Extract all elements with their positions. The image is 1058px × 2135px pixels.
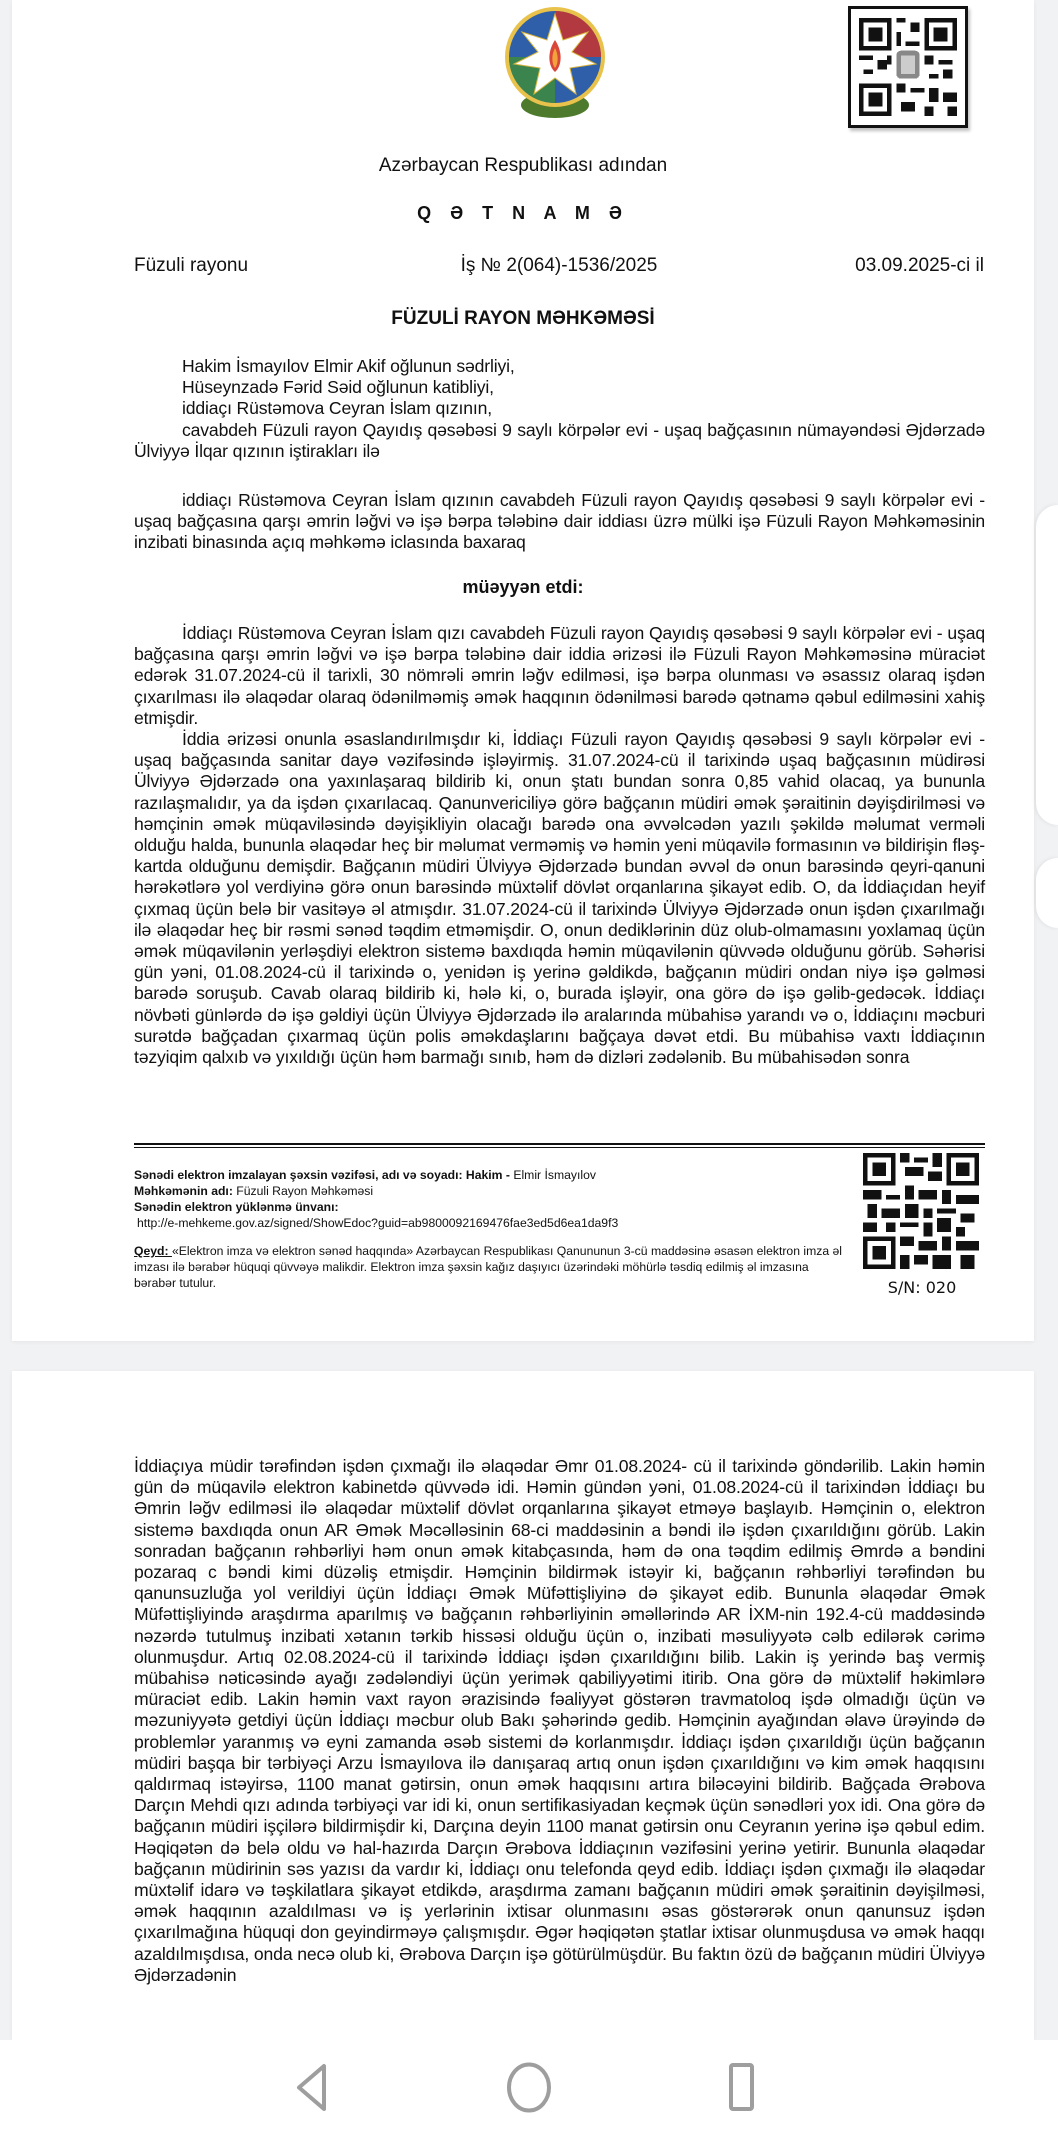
signature-qr-code-icon xyxy=(863,1153,979,1269)
on-behalf-text: Azərbaycan Respublikası adından xyxy=(378,155,668,176)
date-text: 03.09.2025-ci il xyxy=(855,255,984,276)
url-label: Sənədin elektron yüklənmə ünvanı: xyxy=(134,1200,339,1214)
signer-name: Elmir İsmayılov xyxy=(513,1168,596,1182)
composition-line: iddiaçı Rüstəmova Ceyran İslam qızının, xyxy=(182,398,492,419)
document-title: Q Ə T N A M Ə xyxy=(417,203,629,223)
composition-line: Hüseynzadə Fərid Səid oğlunun katibliyi, xyxy=(182,377,494,398)
page2-paragraph xyxy=(134,1456,985,1986)
court-composition xyxy=(134,356,985,462)
back-button[interactable] xyxy=(282,2060,342,2115)
findings-paragraph: İddiaçı Rüstəmova Ceyran İslam qızı cavabdeh Füzuli rayon Qayıdış qəsəbəsi 9 saylı körpələr evi - uşaq bağçasına qarşı əmrin ləğvi və işə bərpa tələbinə dair iddia ərizəsi ilə Füzuli Rayon Məhkəməsinə müraciət edərək 31.07.2024-cü il tarixli, 30 nömrəli əmrin ləğv edilməsi, işə bərpa olunması və əsassız olaraq işdən çıxarılması ilə əlaqədar olaraq ödənilməmiş əmək haqqının ödənilməsi barədə qətnamə qəbul edilməsini xahiş etmişdir. xyxy=(134,623,985,728)
home-circle-icon xyxy=(499,2060,559,2115)
system-navigation-bar xyxy=(0,2040,1058,2135)
intro-paragraph xyxy=(134,490,985,554)
court-label: Məhkəmənin adı: xyxy=(134,1184,237,1198)
case-number-text: İş № 2(064)-1536/2025 xyxy=(460,255,658,276)
divider-rule xyxy=(134,1143,985,1148)
serial-number: S/N: 020 xyxy=(887,1278,957,1297)
document-page-2 xyxy=(12,1371,1034,2040)
signer-label: Sənədi elektron imzalayan şəxsin vəzifəsi, adı və soyadı: Hakim - xyxy=(134,1168,514,1182)
composition-line: Hakim İsmayılov Elmir Akif oğlunun sədrliyi, xyxy=(182,356,515,376)
note-text: «Elektron imza və elektron sənəd haqqında» Azərbaycan Respublikası Qanununun 3-cü maddəsinə əsasən elektron imza əl imzası ilə bərabər hüquqi qüvvəyə malikdir. Elektron imza şəxsin kağız daşıyıcı üzərindəki möhürlə təsdiq edilmiş əl imzasına bərabər tutulur. xyxy=(134,1244,842,1290)
qr-code-icon xyxy=(848,6,968,128)
recents-square-icon xyxy=(715,2060,775,2115)
back-triangle-icon xyxy=(282,2060,342,2115)
recents-button[interactable] xyxy=(715,2060,775,2115)
note-label: Qeyd: xyxy=(134,1244,172,1258)
findings-heading: müəyyən etdi: xyxy=(462,577,584,597)
composition-line: cavabdeh Füzuli rayon Qayıdış qəsəbəsi 9 saylı körpələr evi - uşaq bağçasının nümayəndəsi Əjdərzadə Ülviyyə İlqar qızının iştirakları ilə xyxy=(134,419,985,461)
azerbaijan-emblem-icon xyxy=(500,2,610,120)
electronic-signature-block xyxy=(134,1167,854,1291)
side-scroll-handle[interactable] xyxy=(1036,858,1058,928)
court-name: Füzuli Rayon Məhkəməsi xyxy=(236,1184,374,1198)
document-url-link[interactable]: http://e-mehkeme.gov.az/signed/ShowEdoc?guid=ab9800092169476fae3ed5d6ea1da9f3 xyxy=(137,1216,619,1230)
court-name-heading: FÜZULİ RAYON MƏHKƏMƏSİ xyxy=(391,308,655,329)
side-panel-handle[interactable] xyxy=(1036,505,1058,825)
district-text: Füzuli rayonu xyxy=(134,255,249,276)
findings-paragraph: İddia ərizəsi onunla əsaslandırılmışdır ki, İddiaçı Füzuli rayon Qayıdış qəsəbəsi 9 saylı körpələr evi - uşaq bağçasında sanitar dayə vəzifəsində işləyirmiş. 31.07.2024-cü il tarixində uşaq bağçasının müdirəsi Ülviyyə Əjdərzadə ona yaxınlaşaraq bildirib ki, onun ştatı bundan sonra 0,85 vahid olacaq, ya bununla razılaşmalıdır, ya da işdən çıxarılacaq. Qanunvericiliyə görə bağçanın müdiri əmək şəraitinin dəyişdirilməsi və həmçinin əmək müqaviləsində dəyişikliyin olacağı barədə ona əvvəlcədən yazılı şəkildə məlumat verməli olduğu halda, bununla əlaqədar heç bir məlumat verməmiş və həmin yeni müqavilə formasının və bildirişin fləş-kartda olduğunu demişdir. Bağçanın müdiri Ülviyyə Əjdərzadə bundan əvvəl də onun barəsində qeyri-qanuni hərəkətlərə yol verdiyinə görə onun barəsində müxtəlif dövlət orqanlarına şikayət edib. O, da İddiaçıdan heyif çıxmaq üçün belə bir vasitəyə əl atmışdır. 31.07.2024-cü il tarixində Ülviyyə Əjdərzadə onun işdən çıxarılmağı ilə əlaqədar heç bir rəsmi sənəd təqdim etməmişdir. O, onun dediklərinin düz olub-olmamasını yoxlamaq üçün əmək müqavilənin yerləşdiyi elektron sistemə baxdıqda həmin müqavilənin qüvvədə olduğunu görüb. Səhərisi gün yəni, 01.08.2024-cü il tarixində o, yenidən iş yerinə gəldikdə, bağçanın müdiri ondan niyə işə gəlməsi barədə soruşub. Cavab olaraq bildirib ki, hələ ki, o, burada işləyir, ona görə də işə gəlib-gedəcək. İddiaçı növbəti günlərdə də işə gəldiyi üçün Ülviyyə Əjdərzadə ilə aralarında mübahisə yarandı və o, İddiaçını məcburi surətdə bağçadan çıxarmaq üçün polis əməkdaşlarını bağçaya dəvət etdi. Bu mübahisə vaxtı İddiaçının təzyiqim qalxıb və yıxıldığı üçün həm barmağı sınıb, həm də dizləri zədələnib. Bu mübahisədən sonra xyxy=(134,729,985,1068)
document-page-1 xyxy=(12,0,1034,1341)
home-button[interactable] xyxy=(499,2060,559,2115)
findings-section xyxy=(134,623,985,1068)
page2-text: İddiaçıya müdir tərəfindən işdən çıxmağı ilə əlaqədar Əmr 01.08.2024- cü il tarixində göndərilib. Lakin həmin gün də müqavilə elektron kabinetdə qüvvədə idi. Həmin gündən yəni, 01.08.2024-cü il tarixindən İddiaçı bu Əmrin ləğv edilməsi ilə əlaqədar müxtəlif dövlət orqanlarına şikayət etməyə başlayıb. Həmçinin o, elektron sistemə baxdıqda onun AR Əmək Məcəlləsinin 68-ci maddəsinin a bəndi ilə işdən çıxarıldığını görüb. Lakin sonradan bağçanın rəhbərliyi həm onun əmək kitabçasında, həm də ona təqdim edilmiş Əmrdə a bəndini pozaraq c bəndi kimi düzəliş etmişdir. Həmçinin bildirmək istəyir ki, bağçanın rəhbərliyi tərəfindən bu qanunsuzluğa yol verildiyi üçün İddiaçı Əmək Müfəttişliyinə də şikayət edib. Bununla əlaqədar Əmək Müfəttişliyində araşdırma aparılmış və bağçanın rəhbərliyinin əməllərində AR İXM-nin 192.4-cü maddəsində nəzərdə tutulmuş inzibati xətanın tərkib hissəsi olduğu üçün o, inzibati məsuliyyətə cəlb edilərək cərimə olunmuşdur. Artıq 02.08.2024-cü il tarixində İddiaçı işdən çıxarıldığını bilib. Lakin iş yerində baş vermiş mübahisə nəticəsində ayağı zədələndiyi üçün yerimək qabiliyyətimi itirib. Ona görə də müxtəlif həkimlərə müraciət edib. Lakin həmin vaxt rayon ərazisində fəaliyyət göstərən travmatoloq işdə olmadığı üçün və məzuniyyətə getdiyi üçün İddiaçı məcbur olub Bakı şəhərində gedib. Həmçinin ayağından əlavə ürəyində də problemlər yaranmış və eyni zamanda əsəb sistemi də korlanmışdır. İddiaçı işdən çıxarıldığı üçün bağçanın müdiri başqa bir tərbiyəçi Arzu İsmayılova ilə danışaraq artıq onun işdən çıxarıldığını və kim əmək haqqısını qaldırmaq istəyirsə, 1100 manat gətirsin, onun əmək haqqısını artıra biləcəyini bildirib. Bağçada Ərəbova Darçın Mehdi qızı adında tərbiyəçi var idi ki, onun sertifikasiyadan keçmək üçün sənədləri yox idi. Ona görə də bağçanın müdiri işçilərə bildirmişdir ki, Darçına deyin 1100 manat gətirsin onu Ceyranın yerinə işə qəbul edim. Həqiqətən də belə oldu və hal-hazırda Darçın Ərəbova İddiaçının vəzifəsini yerinə yetirir. Bununla əlaqədar bağçanın müdirinin səs yazısı da vardır ki, İddiaçı onu telefonda qeyd edib. İddiaçı işdən çıxmağı ilə əlaqədar müxtəlif idarə və təşkilatlara şikayət etdikdə, araşdırma zamanı bağçanın müdiri əmək şəraitinin dəyişilməsi, əmək haqqının azaldılması və iş yerlərinin ixtisar olunmasını əsas göstərərək onun qanunsuz işdən çıxarılmağına hüquqi don geyindirməyə çalışmışdır. Əgər həqiqətən ştatlar ixtisar olunmuşdusa və əmək haqqı azaldılmışdısa, onda necə olub ki, Ərəbova Darçın işə götürülmüşdür. Bu faktın özü də bağçanın müdiri Ülviyyə Əjdərzadənin xyxy=(134,1456,985,1985)
intro-text: iddiaçı Rüstəmova Ceyran İslam qızının cavabdeh Füzuli rayon Qayıdış qəsəbəsi 9 saylı körpələr evi - uşaq bağçasına qarşı əmrin ləğvi və işə bərpa tələbinə dair iddiası üzrə mülki işə Füzuli Rayon Məhkəməsinin inzibati binasında açıq məhkəmə iclasında baxaraq xyxy=(134,490,985,553)
